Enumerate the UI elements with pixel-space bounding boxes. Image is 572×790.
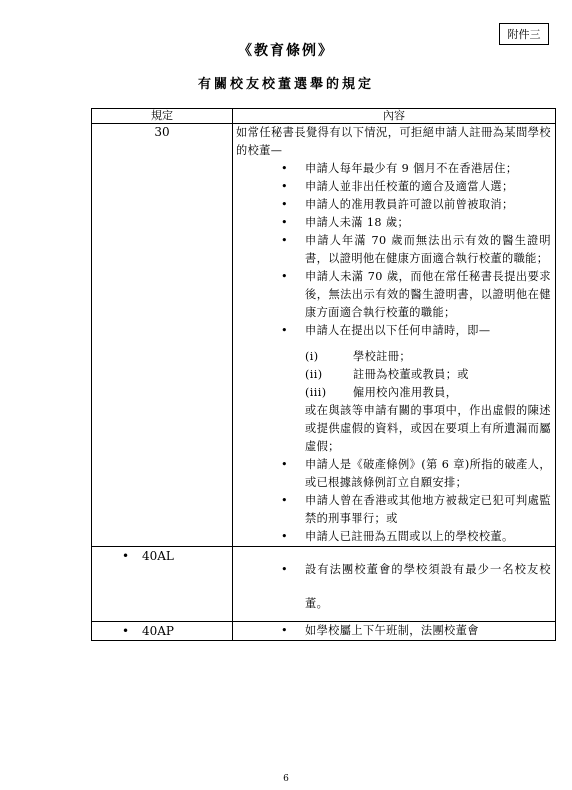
regulations-table — [91, 108, 556, 641]
header-rule: 規定 — [92, 109, 233, 124]
rule-number — [92, 124, 233, 547]
rule-content — [233, 547, 556, 622]
sub-item: (iii) 僱用校內准用教員， — [305, 386, 458, 399]
rule-number-40al: 40AL — [142, 549, 174, 563]
list-item: • 申請人每年最少有 9 個月不在香港居住； — [233, 160, 555, 178]
rule-number — [92, 547, 233, 622]
table-row — [92, 547, 556, 622]
table-header-row — [92, 109, 556, 124]
list-item: • 申請人的准用教員許可證以前曾被取消； — [233, 196, 555, 214]
rule-intro: 如常任秘書長覺得有以下情況，可拒絕申請人註冊為某間學校的校董— — [236, 126, 551, 157]
ordinance-title: 《教育條例》 — [238, 43, 334, 59]
list-item: • 申請人未滿 18 歲； — [233, 214, 555, 232]
rule-number — [92, 622, 233, 641]
list-item: • 申請人並非出任校董的適合及適當人選； — [233, 178, 555, 196]
header-content: 內容 — [233, 109, 556, 124]
continuation-text: 或在與該等申請有關的事項中，作出虛假的陳述或提供虛假的資料，或因在要項上有所遺漏而屬虛假； — [305, 404, 551, 453]
list-item: • 申請人曾在香港或其他地方被裁定已犯可判處監禁的刑事罪行；或 — [281, 494, 551, 525]
bullet-icon: • — [281, 198, 288, 211]
list-item: • 申請人年滿 70 歲而無法出示有效的醫生證明書，以證明他在健康方面適合執行校董的職能； — [281, 234, 551, 265]
bullet-icon: • — [281, 234, 288, 247]
list-item: • 申請人未滿 70 歲，而他在常任秘書長提出要求後，無法出示有效的醫生證明書，以證明他在健康方面適合執行校董的職能； — [281, 270, 551, 319]
document-title: 有關校友校董選舉的規定 — [197, 77, 374, 92]
rule-number-30: 30 — [154, 125, 170, 139]
list-item: • 如學校屬上下午班制，法團校董會 — [233, 622, 555, 640]
bullet-icon: • — [281, 494, 288, 507]
bullet-icon: • — [281, 216, 288, 229]
rule-content — [233, 124, 556, 547]
bullet-icon: • — [281, 324, 288, 337]
bullet-icon: • — [281, 563, 288, 576]
bullet-icon: • — [281, 458, 288, 471]
sub-item: (ii) 註冊為校董或教員；或 — [305, 368, 469, 381]
annex-label: 附件三 — [499, 23, 549, 45]
page-number: 6 — [283, 774, 289, 784]
bullet-icon: • — [122, 624, 130, 638]
list-item: • 申請人在提出以下任何申請時，即— (i) 學校註冊； (ii) 註冊為校董或教員；或 (iii) 僱用校內准用教員， 或在與該等申請有關的事項中，作出虛假的陳述或提供虛假的資料，或因在要項上有所遺漏而屬虛假； — [233, 322, 555, 456]
bullet-icon: • — [281, 624, 288, 637]
list-item: • 申請人已註冊為五間或以上的學校校董。 — [233, 528, 555, 546]
sub-item: (i) 學校註冊； — [305, 350, 411, 363]
condition-list — [233, 547, 555, 621]
bullet-icon: • — [281, 180, 288, 193]
bullet-icon: • — [281, 530, 288, 543]
bullet-icon: • — [122, 549, 130, 563]
bullet-icon: • — [281, 162, 288, 175]
table-row — [92, 622, 556, 641]
bullet-icon: • — [281, 270, 288, 283]
list-item: • 申請人是《破產條例》(第 6 章)所指的破產人，或已根據該條例訂立自願安排； — [281, 458, 551, 489]
list-item: • 設有法團校董會的學校須設有最少一名校友校董。 — [233, 553, 555, 621]
rule-content — [233, 622, 556, 641]
rule-number-40ap: 40AP — [142, 624, 175, 638]
table-row — [92, 124, 556, 547]
condition-list — [233, 160, 555, 546]
condition-list — [233, 622, 555, 640]
